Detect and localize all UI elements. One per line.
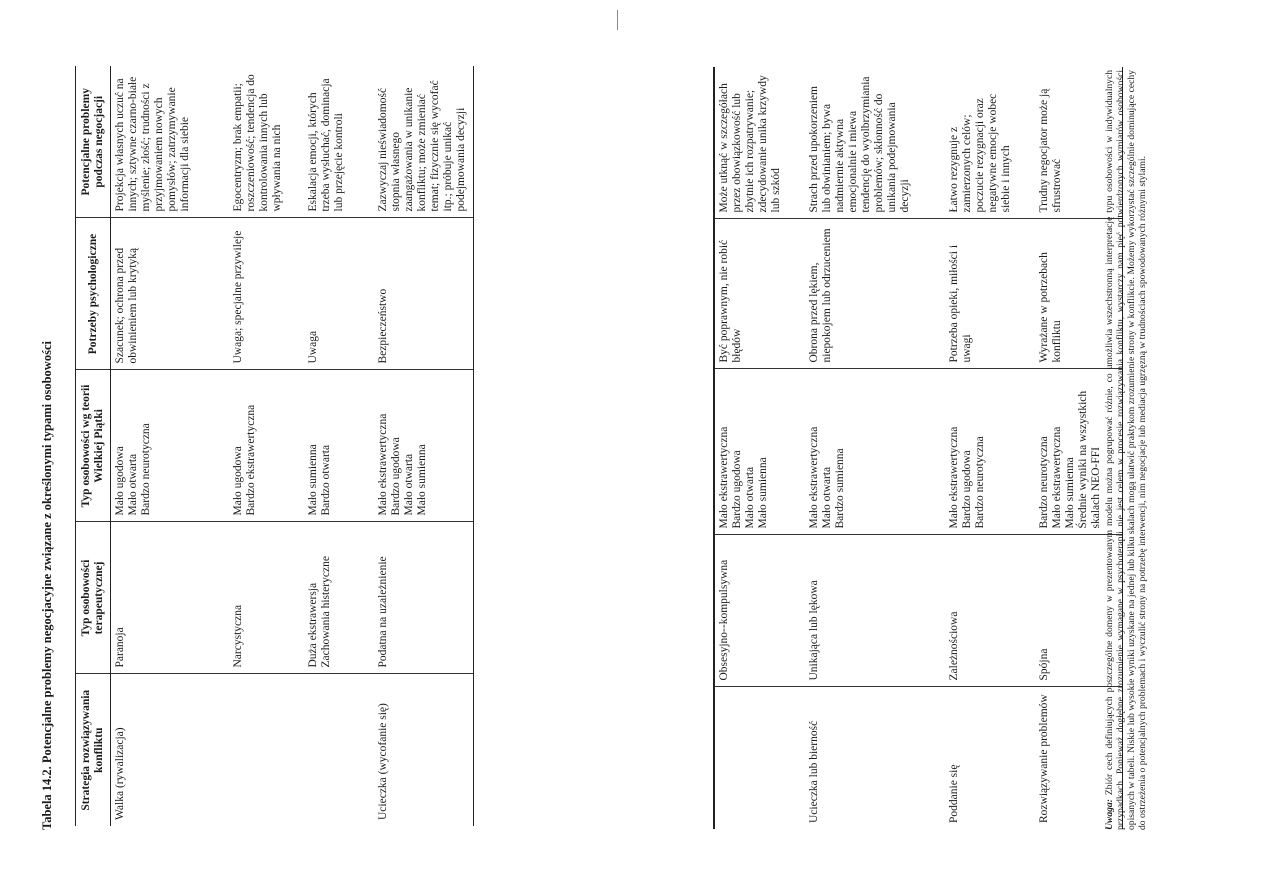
- bigfive-trait: Bardzo otwarta: [319, 444, 332, 516]
- cell-therapeutic: Paranoja: [111, 522, 229, 674]
- bigfive-trait: Mało otwarta: [402, 453, 415, 516]
- cell-needs: Uwaga; specjalne przywileje: [229, 218, 304, 370]
- table-row: [111, 66, 229, 826]
- cell-needs: Szacunek; ochrona przed obwinieniem lub krytyką: [111, 218, 229, 370]
- cell-strategy: Ucieczka lub bierność: [807, 720, 820, 823]
- bigfive-trait: Mało sumienna: [306, 444, 319, 516]
- page-gutter: [617, 10, 618, 30]
- cell-problems: Trudny negocjator może ją sfrustrować: [1035, 67, 1123, 219]
- cell-strategy: Poddanie się: [947, 764, 960, 823]
- cell-problems: Zazwyczaj nieświadomość stopnia własnego zaangażowania w unikanie konfliktu; może zmieniać temat; fizycznie się wycofać itp.; próbuje unikać podejmowania decyzji: [374, 66, 474, 218]
- cell-bigfive: [805, 369, 945, 535]
- cell-needs: Być poprawnym, nie robić błędów: [715, 219, 805, 369]
- bigfive-trait: Mało ekstrawertyczna: [947, 426, 960, 529]
- cell-needs: Uwaga: [304, 218, 374, 370]
- cell-strategy: [229, 674, 304, 826]
- cell-strategy: Walka (rywalizacja): [114, 727, 126, 820]
- bigfive-trait: Średnie wyniki na wszystkich skalach NEO-FFI: [1076, 390, 1102, 529]
- bigfive-trait: Mało ekstrawertyczna: [718, 426, 730, 529]
- note-text: Zbiór cech definiujących poszczególne domeny w prezentowanym modelu można pogrupować różnie, co umożliwia wszechstronną interpretację typu osobowości w indywidualnych przypadkach. Ponieważ dogłębne zrozumienie wymagane w psychoterapii nie jest celem w procesie rozwiązywania konfliktu, wystarczy nam pięć potwierdzonych wymiarów osobowości opisanych w tabeli. Niskie lub wysokie wyniki uzyskane na jednej lub kilku skalach mogą ułatwić praktykom zrozumienie strony w konflikcie. Możemy wykorzystać szczególnie dominujące cechy do ostrzeżenia o potencjalnych problemach i wyczulić strony na potrzebę interwencji, nim negocjacje lub mediacja ugrzęzną w trudnościach spowodowanych różnymi stylami.: [1104, 69, 1148, 830]
- bigfive-trait: Mało sumienna: [1063, 457, 1076, 529]
- table-row: [229, 66, 304, 826]
- table-row: [304, 66, 374, 826]
- table-caption: Tabela 14.2. Potencjalne problemy negocjacyjne związane z określonymi typami osobowości: [40, 341, 54, 830]
- cell-problems: Eskalacja emocji, których trzeba wysłuchać, dominacja lub przejęcie kontroli: [304, 66, 374, 218]
- header-problems: Potencjalne problemy podczas negocjacji: [76, 66, 111, 218]
- bigfive-trait: Mało ugodowa: [114, 446, 126, 516]
- cell-strategy: [715, 687, 805, 829]
- cell-problems: Może utknąć w szczegółach przez obowiązkowość lub zbytnie ich rozpatrywanie; zdecydowanie unika krzywdy lub szkód: [715, 67, 805, 219]
- header-strategy: Strategia rozwiązywania konfliktu: [76, 674, 111, 826]
- header-bigfive: Typ osobowości wg teorii Wielkiej Piątki: [76, 370, 111, 522]
- cell-therapeutic: Spójna: [1035, 535, 1123, 687]
- bigfive-trait: Mało ekstrawertyczna: [807, 426, 820, 529]
- cell-bigfive: [229, 370, 304, 522]
- cell-therapeutic: Zależnościowa: [945, 535, 1035, 687]
- bigfive-trait: Mało ugodowa: [231, 446, 244, 516]
- bigfive-trait: Mało ekstrawertyczna: [376, 413, 389, 516]
- cell-problems: Egocentryzm; brak empatii; roszczeniowość; tendencja do kontrolowania innych lub wpływania na nich: [229, 66, 304, 218]
- bigfive-trait: Bardzo sumienna: [833, 448, 846, 529]
- table-row: [805, 67, 945, 829]
- cell-therapeutic: Narcystyczna: [229, 522, 304, 674]
- bigfive-trait: Mało sumienna: [757, 457, 769, 529]
- cell-needs: Bezpieczeństwo: [374, 218, 474, 370]
- table-right-page: [713, 67, 1123, 829]
- bigfive-trait: Mało otwarta: [820, 466, 833, 529]
- bigfive-trait: Bardzo ugodowa: [389, 437, 402, 516]
- bigfive-trait: Mało ekstrawertyczna: [1050, 426, 1063, 529]
- bigfive-trait: Bardzo ugodowa: [960, 450, 973, 529]
- cell-therapeutic: Duża ekstrawersja Zachowania histeryczne: [304, 522, 374, 674]
- cell-problems: Strach przed upokorzeniem lub obwinianiem; bywa nadmiernie aktywna emocjonalnie i miewa tendencję do wyolbrzymiania problemów; skłonność do unikania podejmowania decyzji: [805, 67, 945, 219]
- bigfive-trait: Bardzo ekstrawertyczna: [244, 404, 257, 516]
- note-label: Uwaga:: [1104, 799, 1115, 830]
- table-row: [945, 67, 1035, 829]
- cell-needs: Obrona przed lękiem, niepokojem lub odrzuceniem: [805, 219, 945, 369]
- cell-needs: Potrzeba opieki, miłości i uwagi: [945, 219, 1035, 369]
- table-header-row: [76, 66, 111, 826]
- table-row: [715, 67, 805, 829]
- bigfive-trait: Bardzo ugodowa: [731, 450, 743, 529]
- bigfive-trait: Bardzo neurotyczna: [140, 423, 152, 516]
- table-left-page: [75, 66, 474, 826]
- header-needs: Potrzeby psychologiczne: [76, 218, 111, 370]
- cell-bigfive: [715, 369, 805, 535]
- cell-therapeutic: Unikająca lub lękowa: [805, 535, 945, 687]
- cell-therapeutic: Obsesyjno--kompulsywna: [715, 535, 805, 687]
- bigfive-trait: Mało otwarta: [127, 453, 139, 516]
- cell-strategy: Ucieczka (wycofanie się): [374, 674, 474, 826]
- header-therapeutic: Typ osobowości terapeutycznej: [76, 522, 111, 674]
- cell-therapeutic: Podatna na uzależnienie: [374, 522, 474, 674]
- bigfive-trait: Mało otwarta: [744, 466, 756, 529]
- personality-table-part2: [713, 67, 1123, 829]
- table-row: [374, 66, 474, 826]
- cell-strategy: Rozwiązywanie problemów: [1035, 687, 1123, 829]
- cell-strategy: [304, 674, 374, 826]
- cell-bigfive: [374, 370, 474, 522]
- table-note: [1104, 70, 1148, 830]
- cell-bigfive: [304, 370, 374, 522]
- cell-problems: Projekcja własnych uczuć na innych; sztywne czarno-białe myślenie; złość; trudności z przyjmowaniem nowych pomysłów; zatrzymywanie informacji dla siebie: [111, 66, 229, 218]
- cell-bigfive: [111, 370, 229, 522]
- cell-bigfive: [945, 369, 1035, 535]
- cell-needs: Wyrażane w potrzebach konfliktu: [1035, 219, 1123, 369]
- bigfive-trait: Mało sumienna: [415, 444, 428, 516]
- bigfive-trait: Bardzo neurotyczna: [1037, 436, 1050, 529]
- cell-problems: Łatwo rezygnuje z zamierzonych celów; poczucie rezygnacji oraz negatywne emocje wobec siebie i innych: [945, 67, 1035, 219]
- bigfive-trait: Bardzo neurotyczna: [973, 436, 986, 529]
- personality-table-part1: [75, 66, 474, 826]
